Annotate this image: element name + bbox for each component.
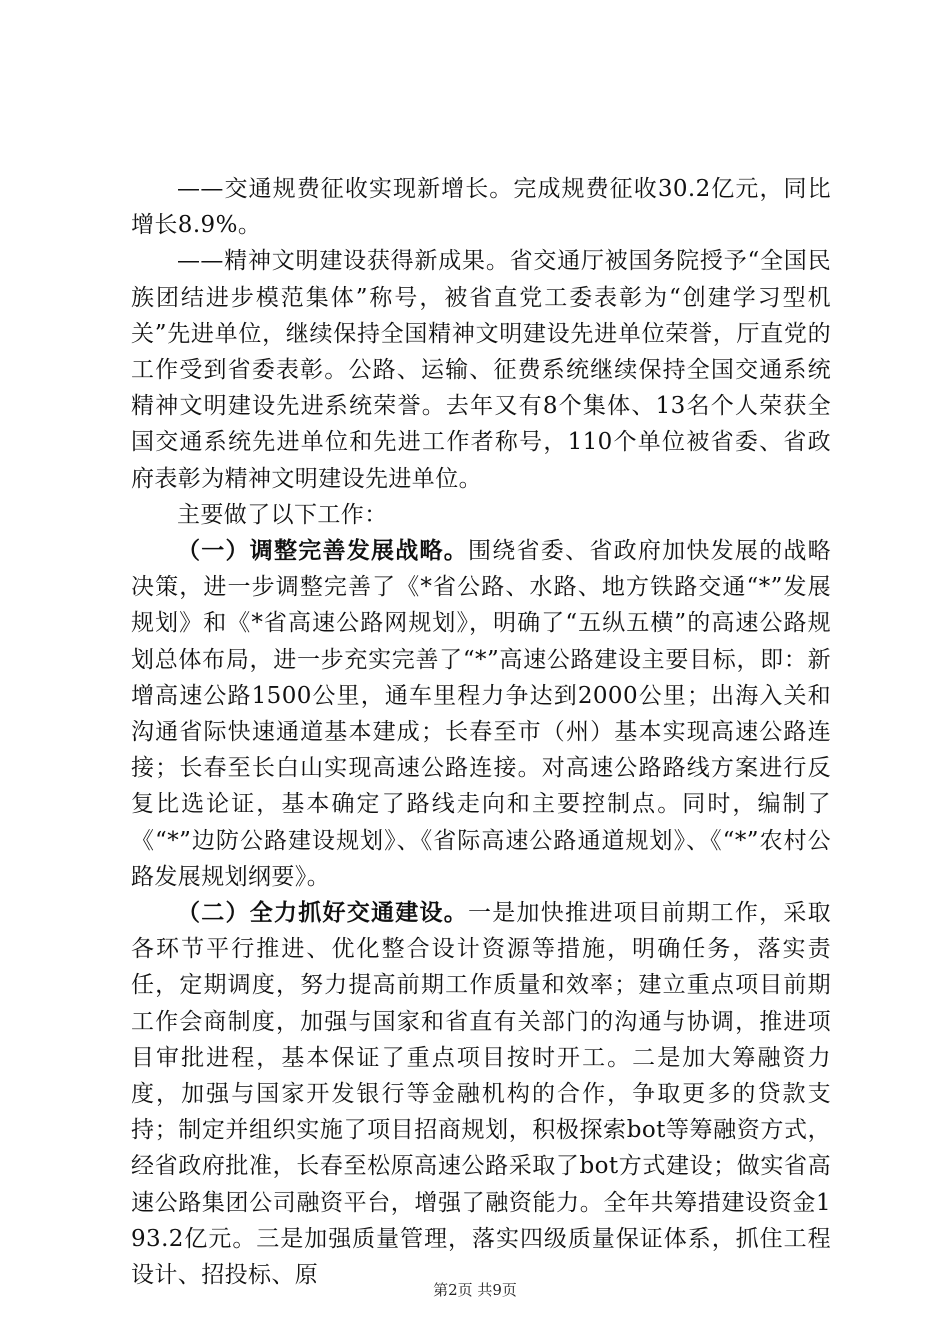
- section-one-paragraph: [131, 533, 831, 895]
- section-two-text: 一是加快推进项目前期工作，采取各环节平行推进、优化整合设计资源等措施，明确任务，落实责任，定期调度，努力提高前期工作质量和效率；建立重点项目前期工作会商制度，加强与国家和省直有关部门的沟通与协调，推进项目审批进程，基本保证了重点项目按时开工。二是加大筹融资力度，加强与国家开发银行等金融机构的合作，争取更多的贷款支持；制定并组织实施了项目招商规划，积极探索bot等筹融资方式，经省政府批准，长春至松原高速公路采取了bot方式建设；做实省高速公路集团公司融资平台，增强了融资能力。全年共筹措建设资金193.2亿元。三是加强质量管理，落实四级质量保证体系，抓住工程设计、招投标、原: [131, 900, 831, 1289]
- paragraph-text: ——精神文明建设获得新成果。省交通厅被国务院授予“全国民族团结进步模范集体”称号，被省直党工委表彰为“创建学习型机关”先进单位，继续保持全国精神文明建设先进单位荣誉，厅直党的工作受到省委表彰。公路、运输、征费系统继续保持全国交通系统精神文明建设先进系统荣誉。去年又有8个集体、13名个人荣获全国交通系统先进单位和先进工作者称号，110个单位被省委、省政府表彰为精神文明建设先进单位。: [131, 248, 831, 492]
- paragraph-main-work-intro: [131, 497, 831, 533]
- section-one-text: 围绕省委、省政府加快发展的战略决策，进一步调整完善了《*省公路、水路、地方铁路交通“*”发展规划》和《*省高速公路网规划》，明确了“五纵五横”的高速公路规划总体布局，进一步充实完善了“*”高速公路建设主要目标，即：新增高速公路1500公里，通车里程力争达到2000公里；出海入关和沟通省际快速通道基本建成；长春至市（州）基本实现高速公路连接；长春至长白山实现高速公路连接。对高速公路路线方案进行反复比选论证，基本确定了路线走向和主要控制点。同时，编制了《“*”边防公路建设规划》、《省际高速公路通道规划》、《“*”农村公路发展规划纲要》。: [131, 538, 831, 890]
- paragraph-fee-collection: [131, 171, 831, 243]
- section-two-paragraph: [131, 895, 831, 1293]
- section-one-heading: （一）调整完善发展战略。: [177, 538, 469, 565]
- document-body: [131, 171, 831, 1293]
- paragraph-text: 主要做了以下工作：: [177, 501, 388, 528]
- section-two-heading: （二）全力抓好交通建设。: [177, 900, 469, 927]
- paragraph-spiritual-civilization: [131, 243, 831, 496]
- page-number-footer: 第2页 共9页: [433, 1281, 517, 1299]
- paragraph-text: ——交通规费征收实现新增长。完成规费征收30.2亿元，同比增长8.9%。: [131, 176, 831, 239]
